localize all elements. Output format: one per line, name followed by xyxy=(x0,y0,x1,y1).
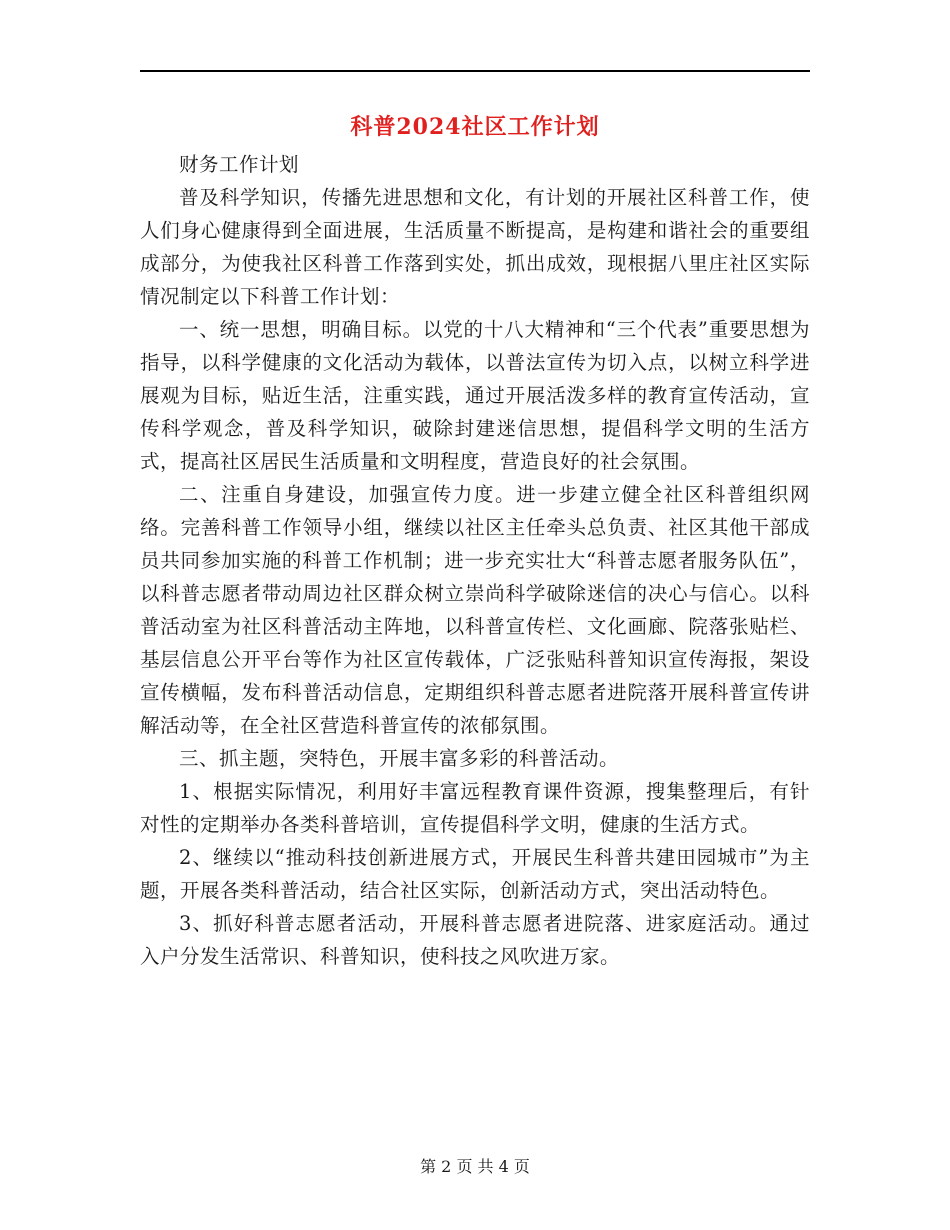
page-number: 第 2 页 共 4 页 xyxy=(420,1157,530,1176)
intro-paragraph: 普及科学知识，传播先进思想和文化，有计划的开展社区科普工作，使人们身心健康得到全面进展，生活质量不断提高，是构建和谐社会的重要组成部分，为使我社区科普工作落到实处，抓出成效，现根据八里庄社区实际情况制定以下科普工作计划： xyxy=(140,186,810,308)
paragraph-goals: 一、统一思想，明确目标。以党的十八大精神和“三个代表”重要思想为指导，以科学健康的文化活动为载体，以普法宣传为切入点，以树立科学进展观为目标，贴近生活，注重实践，通过开展活泼多样的教育宣传活动，宣传科学观念，普及科学知识，破除封建迷信思想，提倡科学文明的生活方式，提高社区居民生活质量和文明程度，营造良好的社会氛围。 xyxy=(140,318,810,473)
document-body xyxy=(140,148,810,973)
document-title: 科普2024社区工作计划 xyxy=(350,114,600,140)
paragraph-publicity: 二、注重自身建设，加强宣传力度。进一步建立健全社区科普组织网络。完善科普工作领导小组，继续以社区主任牵头总负责、社区其他干部成员共同参加实施的科普工作机制；进一步充实壮大“科普志愿者服务队伍”，以科普志愿者带动周边社区群众树立崇尚科学破除迷信的决心与信心。以科普活动室为社区科普活动主阵地，以科普宣传栏、文化画廊、院落张贴栏、基层信息公开平台等作为社区宣传载体，广泛张贴科普知识宣传海报，架设宣传横幅，发布科普活动信息，定期组织科普志愿者进院落开展科普宣传讲解活动等，在全社区营造科普宣传的浓郁氛围。 xyxy=(140,483,810,737)
section-heading: 财务工作计划 xyxy=(179,153,300,176)
list-item-3: 3、抓好科普志愿者活动，开展科普志愿者进院落、进家庭活动。通过入户分发生活常识、科普知识，使科技之风吹进万家。 xyxy=(140,912,810,968)
header-rule xyxy=(140,70,810,72)
paragraph-activities-heading: 三、抓主题，突特色，开展丰富多彩的科普活动。 xyxy=(179,747,620,770)
list-item-1: 1、根据实际情况，利用好丰富远程教育课件资源，搜集整理后，有针对性的定期举办各类科普培训，宣传提倡科学文明，健康的生活方式。 xyxy=(140,780,810,836)
list-item-2: 2、继续以“推动科技创新进展方式，开展民生科普共建田园城市”为主题，开展各类科普活动，结合社区实际，创新活动方式，突出活动特色。 xyxy=(140,846,810,902)
